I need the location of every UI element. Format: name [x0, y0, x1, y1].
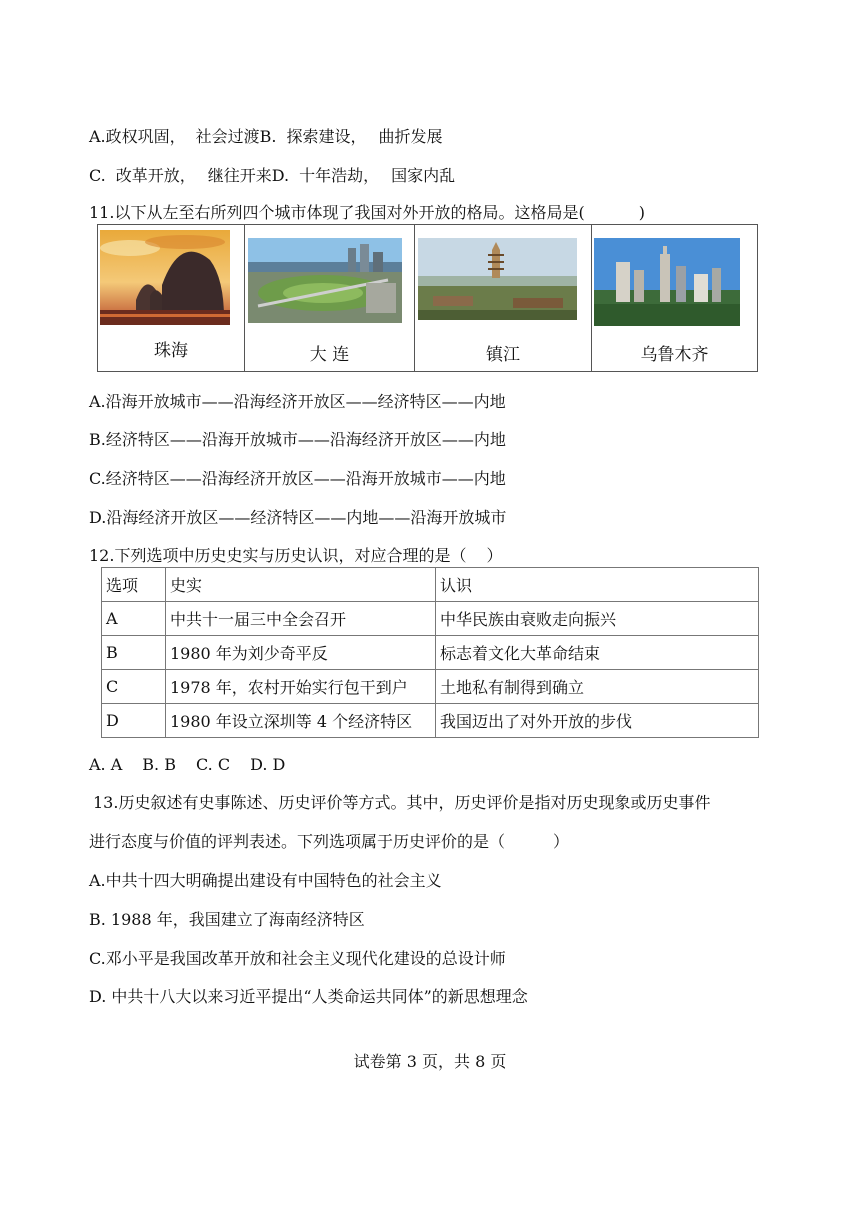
table-cell: C [102, 670, 166, 704]
city-image-table [97, 224, 758, 372]
table-cell: 中华民族由衰败走向振兴 [436, 602, 759, 636]
q12-answer-a: A. A [89, 755, 123, 774]
zhenjiang-photo [418, 238, 577, 320]
q11-option-c: C.经济特区——沿海经济开放区——沿海开放城市——内地 [89, 469, 506, 488]
q12-answer-options [89, 754, 285, 776]
dalian-photo [248, 238, 402, 323]
q11-option-d: D.沿海经济开放区——经济特区——内地——沿海开放城市 [89, 508, 507, 527]
table-cell: 中共十一届三中全会召开 [166, 602, 436, 636]
city-name-dalian: 大 连 [309, 345, 350, 365]
table-header-option: 选项 [102, 568, 166, 602]
table-header-fact: 史实 [166, 568, 436, 602]
q11-title [89, 202, 645, 224]
history-table [101, 567, 759, 738]
q10-option-a: A.政权巩固， [89, 127, 186, 146]
q12-paren-close: ） [486, 546, 503, 565]
table-row [102, 602, 759, 636]
q12-answer-c: C. C [195, 755, 231, 774]
city-cell-zhenjiang [415, 225, 592, 371]
q12-title-text: 12.下列选项中历史史实与历史认识，对应合理的是（ [89, 546, 467, 565]
q10-option-c: C. [89, 166, 106, 185]
q10-option-b-part1: 探索建设， [286, 127, 367, 146]
table-row [102, 636, 759, 670]
q10-option-a-rest: 社会过渡 [195, 127, 260, 146]
city-name-zhuhai: 珠海 [154, 341, 188, 361]
q10-option-d-part1: 十年浩劫， [299, 166, 380, 185]
city-name-zhenjiang: 镇江 [486, 345, 520, 365]
table-cell: 1980 年设立深圳等 4 个经济特区 [166, 704, 436, 738]
q11-title-text: 11.以下从左至右所列四个城市体现了我国对外开放的格局。这格局是( [89, 203, 585, 222]
q10-option-b-part2: 曲折发展 [378, 127, 443, 146]
q10-option-d: D. [271, 166, 290, 185]
table-cell: 1978 年，农村开始实行包干到户 [166, 670, 436, 704]
q11-paren-close: ) [638, 203, 645, 222]
q13-option-a: A.中共十四大明确提出建设有中国特色的社会主义 [89, 871, 442, 890]
table-row [102, 670, 759, 704]
table-header-row [102, 568, 759, 602]
q10-option-c-part2: 继往开来 [207, 166, 272, 185]
q10-option-b: B. [259, 127, 277, 146]
q13-option-d: D. 中共十八大以来习近平提出“人类命运共同体”的新思想理念 [89, 987, 528, 1006]
table-cell: A [102, 602, 166, 636]
q12-answer-d: D. D [250, 755, 286, 774]
q13-paren-close: ） [553, 832, 570, 851]
zhuhai-photo [100, 230, 230, 325]
q11-option-b: B.经济特区——沿海开放城市——沿海经济开放区——内地 [89, 430, 506, 449]
city-cell-dalian [245, 225, 415, 371]
q13-title-line-1: 13.历史叙述有史事陈述、历史评价等方式。其中，历史评价是指对历史现象或历史事件 [93, 793, 711, 812]
city-cell-urumqi [592, 225, 757, 371]
q13-option-c: C.邓小平是我国改革开放和社会主义现代化建设的总设计师 [89, 949, 506, 968]
q10-option-c-part1: 改革开放， [115, 166, 196, 185]
table-cell: 我国迈出了对外开放的步伐 [436, 704, 759, 738]
table-cell: 1980 年为刘少奇平反 [166, 636, 436, 670]
table-header-understanding: 认识 [436, 568, 759, 602]
table-cell: B [102, 636, 166, 670]
q13-title-line-2 [89, 831, 569, 853]
q10-option-line-1 [89, 126, 443, 148]
q13-option-b: B. 1988 年，我国建立了海南经济特区 [89, 910, 365, 929]
page-footer: 试卷第 3 页，共 8 页 [353, 1052, 507, 1071]
q11-option-a: A.沿海开放城市——沿海经济开放区——经济特区——内地 [89, 392, 506, 411]
table-row [102, 704, 759, 738]
q10-option-line-2 [89, 165, 455, 187]
q12-answer-b: B. B [142, 755, 176, 774]
table-cell: 标志着文化大革命结束 [436, 636, 759, 670]
q12-title [89, 545, 502, 567]
table-cell: 土地私有制得到确立 [436, 670, 759, 704]
city-cell-zhuhai [98, 225, 245, 371]
table-cell: D [102, 704, 166, 738]
urumqi-photo [594, 238, 740, 326]
q10-option-d-part2: 国家内乱 [391, 166, 456, 185]
q13-title-line-2-text: 进行态度与价值的评判表述。下列选项属于历史评价的是（ [89, 832, 506, 851]
city-name-urumqi: 乌鲁木齐 [640, 345, 709, 365]
